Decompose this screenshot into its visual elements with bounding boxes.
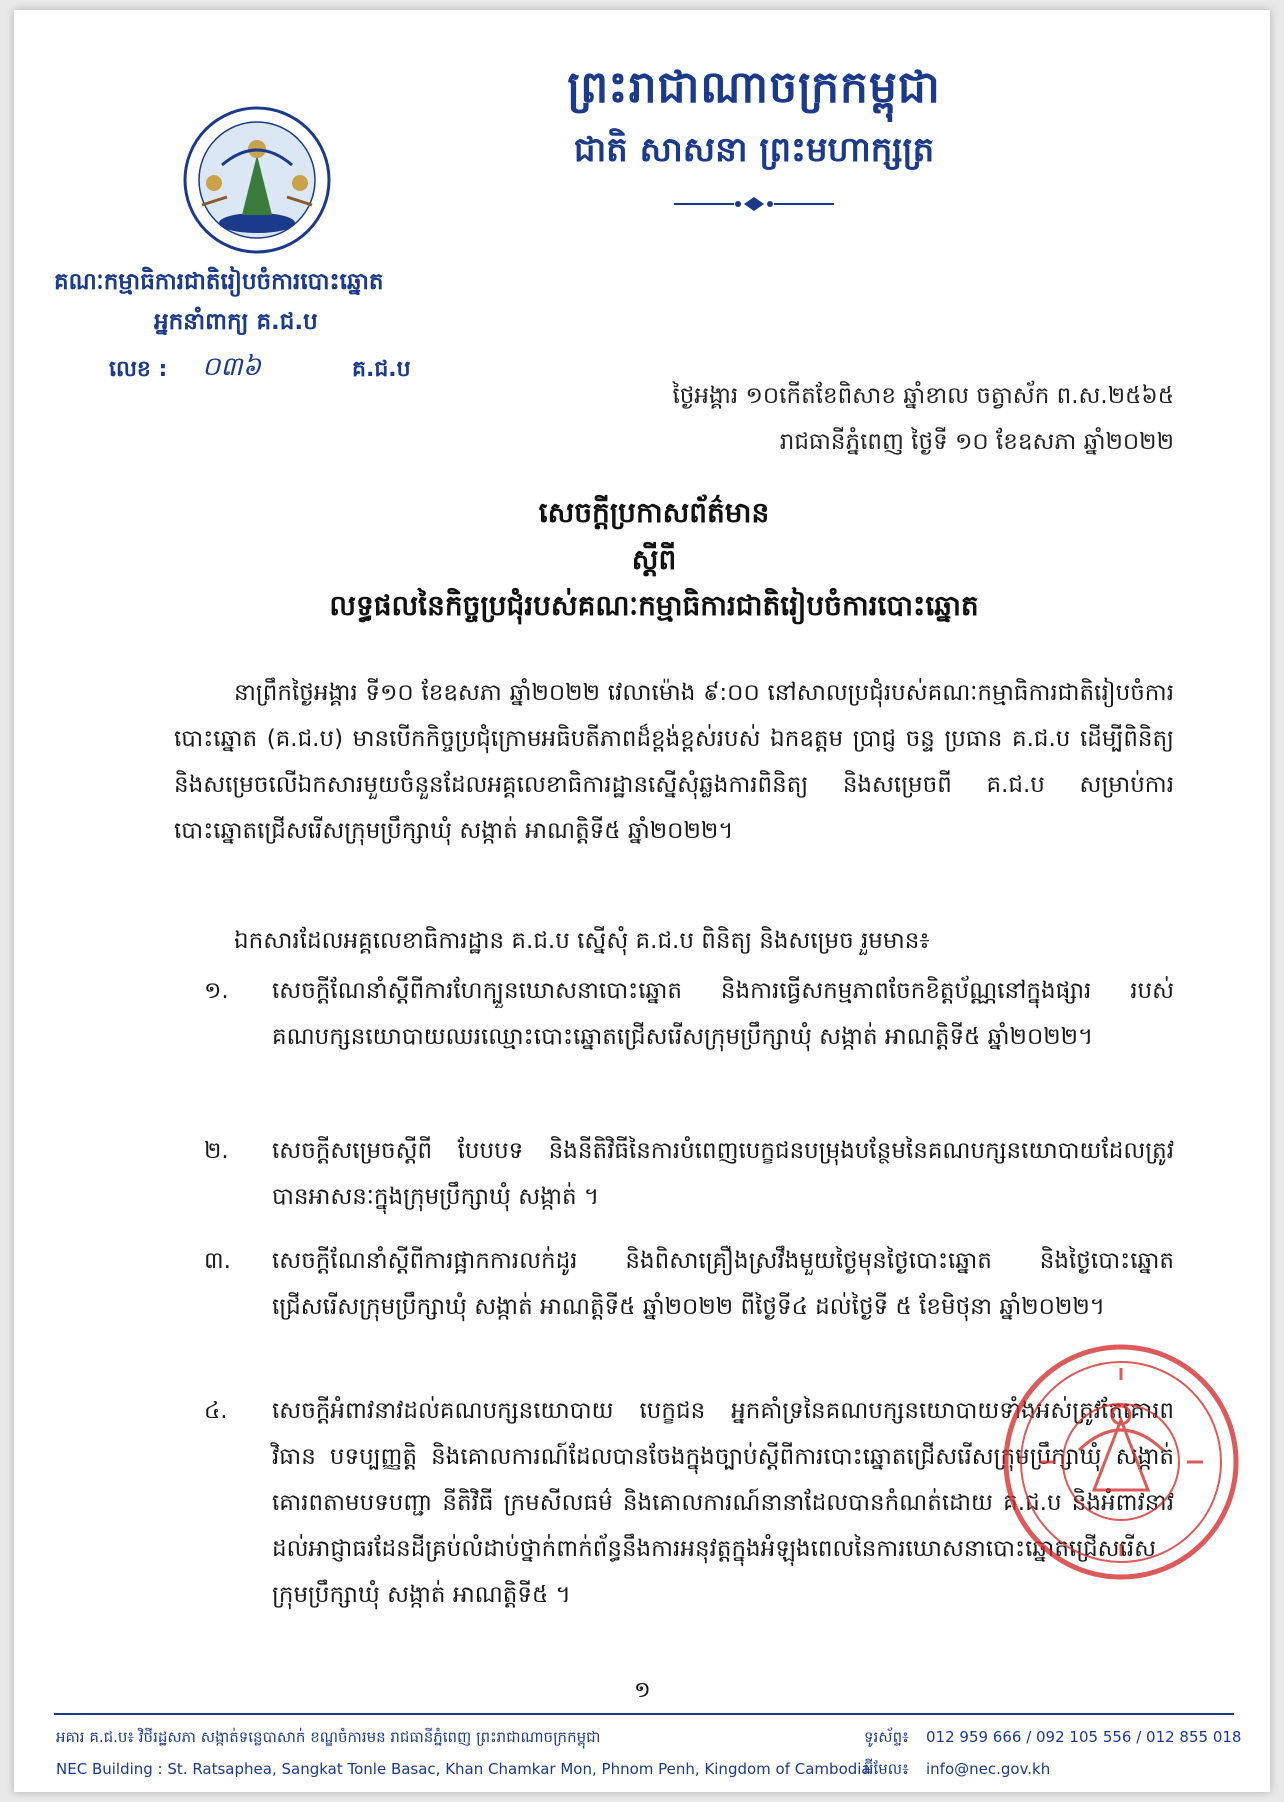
list-item-text: សេចក្តីសម្រេចស្តីពី បែបបទ និងនីតិវិធីនៃការបំពេញបេក្ខជនបម្រុងបន្ថែមនៃគណបក្សនយោបាយដែលត្រូវបានអាសនៈក្នុងក្រុមប្រឹក្សាឃុំ សង្កាត់ ។: [272, 1138, 1174, 1210]
document-subtitle-connector: ស្តីពី: [631, 543, 677, 576]
document-subject: លទ្ធផលនៃកិច្ចប្រជុំរបស់គណៈកម្មាធិការជាតិរៀបចំការបោះឆ្នោត: [329, 589, 979, 622]
official-seal-icon: [999, 1340, 1244, 1585]
list-item-number: ៣.: [204, 1248, 231, 1274]
document-title: សេចក្តីប្រកាសព័ត៌មាន: [538, 496, 770, 529]
solar-date: រាជធានីភ្នំពេញ ថ្ងៃទី ១០ ខែឧសភា ឆ្នាំ២០២២: [779, 429, 1174, 455]
list-item-number: ១.: [204, 978, 229, 1004]
list-item: [204, 1128, 1174, 1220]
footer-phone-label: ទូរស័ព្ទ៖: [864, 1728, 909, 1746]
list-item-text: សេចក្តីណែនាំស្តីពីការហែក្បួនឃោសនាបោះឆ្នោត និងការធ្វើសកម្មភាពចែកខិត្តប័ណ្ណនៅក្នុងផ្សារ របស់គណបក្សនយោបាយឈរឈ្មោះបោះឆ្នោតជ្រើសរើសក្រុមប្រឹក្សាឃុំ សង្កាត់ អាណត្តិទី៥ ឆ្នាំ២០២២។: [272, 978, 1174, 1050]
list-item-text: សេចក្តីអំពាវនាវដល់គណបក្សនយោបាយ បេក្ខជន អ្នកគាំទ្រនៃគណបក្សនយោបាយទាំងអស់ត្រូវតែគោរពវិធាន បទប្បញ្ញត្តិ និងគោលការណ៍ដែលបានចែងក្នុងច្បាប់ស្តីពីការបោះឆ្នោតជ្រើសរើសក្រុមប្រឹក្សាឃុំ សង្កាត់ គោរពតាមបទបញ្ជា នីតិវិធី ក្រមសីលធម៌ និងគោលការណ៍នានាដែលបានកំណត់ដោយ គ.ជ.ប និងអំពាវនាវដល់អាជ្ញាធរដែនដីគ្រប់លំដាប់ថ្នាក់ពាក់ព័ន្ធនឹងការអនុវត្តក្នុងអំឡុងពេលនៃការឃោសនាបោះឆ្នោតជ្រើសរើសក្រុមប្រឹក្សាឃុំ សង្កាត់ អាណត្តិទី៥ ។: [272, 1398, 1174, 1608]
divider-ornament-icon: [674, 196, 834, 212]
intro-paragraph: នាព្រឹកថ្ងៃអង្គារ ទី១០ ខែឧសភា ឆ្នាំ២០២២ វេលាម៉ោង ៩:០០ នៅសាលប្រជុំរបស់គណៈកម្មាធិការជាតិរៀបចំការបោះឆ្នោត (គ.ជ.ប) មានបើកកិច្ចប្រជុំក្រោមអធិបតីភាពដ៏ខ្ពង់ខ្ពស់របស់ ឯកឧត្តម ប្រាជ្ញ ចន្ទ ប្រធាន គ.ជ.ប ដើម្បីពិនិត្យ និងសម្រេចលើឯកសារមួយចំនួនដែលអគ្គលេខាធិការដ្ឋានស្នើសុំឆ្លងការពិនិត្យ និងសម្រេចពី គ.ជ.ប សម្រាប់ការបោះឆ្នោតជ្រើសរើសក្រុមប្រឹក្សាឃុំ សង្កាត់ អាណត្តិទី៥ ឆ្នាំ២០២២។: [174, 680, 1174, 844]
lunar-date: ថ្ងៃអង្គារ ១០កើតខែពិសាខ ឆ្នាំខាល ចត្វាស័ក ព.ស.២៥៦៥: [672, 383, 1174, 409]
reference-suffix: គ.ជ.ប: [352, 357, 411, 382]
department-name: អ្នកនាំពាក្យ គ.ជ.ប: [154, 309, 318, 335]
list-item: [204, 1238, 1174, 1330]
footer-address-en: NEC Building : St. Ratsaphea, Sangkat Tonle Basac, Khan Chamkar Mon, Phnom Penh, Kingdom of Cambodia: [56, 1760, 871, 1778]
document-page: [14, 10, 1270, 1792]
footer-email-label: អ៊ីមែល៖: [864, 1760, 909, 1778]
footer-email[interactable]: info@nec.gov.kh: [926, 1760, 1051, 1778]
kingdom-title: ព្រះរាជាណាចក្រកម្ពុជា: [567, 62, 941, 113]
national-motto: ជាតិ សាសនា ព្រះមហាក្សត្រ: [573, 130, 935, 170]
list-item: [204, 968, 1174, 1060]
page-number: ១: [634, 1678, 651, 1703]
footer-divider: [54, 1713, 1234, 1715]
nec-emblem-icon: [182, 105, 332, 255]
lead-paragraph: ឯកសារដែលអគ្គលេខាធិការដ្ឋាន គ.ជ.ប ស្នើសុំ គ.ជ.ប ពិនិត្យ និងសម្រេច រួមមាន៖: [234, 928, 930, 954]
footer-phone: 012 959 666 / 092 105 556 / 012 855 018: [926, 1728, 1242, 1746]
organization-name: គណៈកម្មាធិការជាតិរៀបចំការបោះឆ្នោត: [54, 269, 384, 295]
list-item-text: សេចក្តីណែនាំស្តីពីការផ្អាកការលក់ដូរ និងពិសាគ្រឿងស្រវឹងមួយថ្ងៃមុនថ្ងៃបោះឆ្នោត និងថ្ងៃបោះឆ្នោតជ្រើសរើសក្រុមប្រឹក្សាឃុំ សង្កាត់ អាណត្តិទី៥ ឆ្នាំ២០២២ ពីថ្ងៃទី៤ ដល់ថ្ងៃទី ៥ ខែមិថុនា ឆ្នាំ២០២២។: [272, 1248, 1174, 1320]
reference-label: លេខ :: [109, 357, 168, 382]
list-item-number: ៤.: [204, 1398, 228, 1424]
footer-address-km: អគារ គ.ជ.ប៖ វិថីរដ្ឋសភា សង្កាត់ទន្លេបាសាក់ ខណ្ឌចំការមន រាជធានីភ្នំពេញ ព្រះរាជាណាចក្រកម្ពុជា: [56, 1728, 601, 1746]
list-item-number: ២.: [204, 1138, 229, 1164]
reference-number: ០៣៦: [202, 352, 262, 382]
